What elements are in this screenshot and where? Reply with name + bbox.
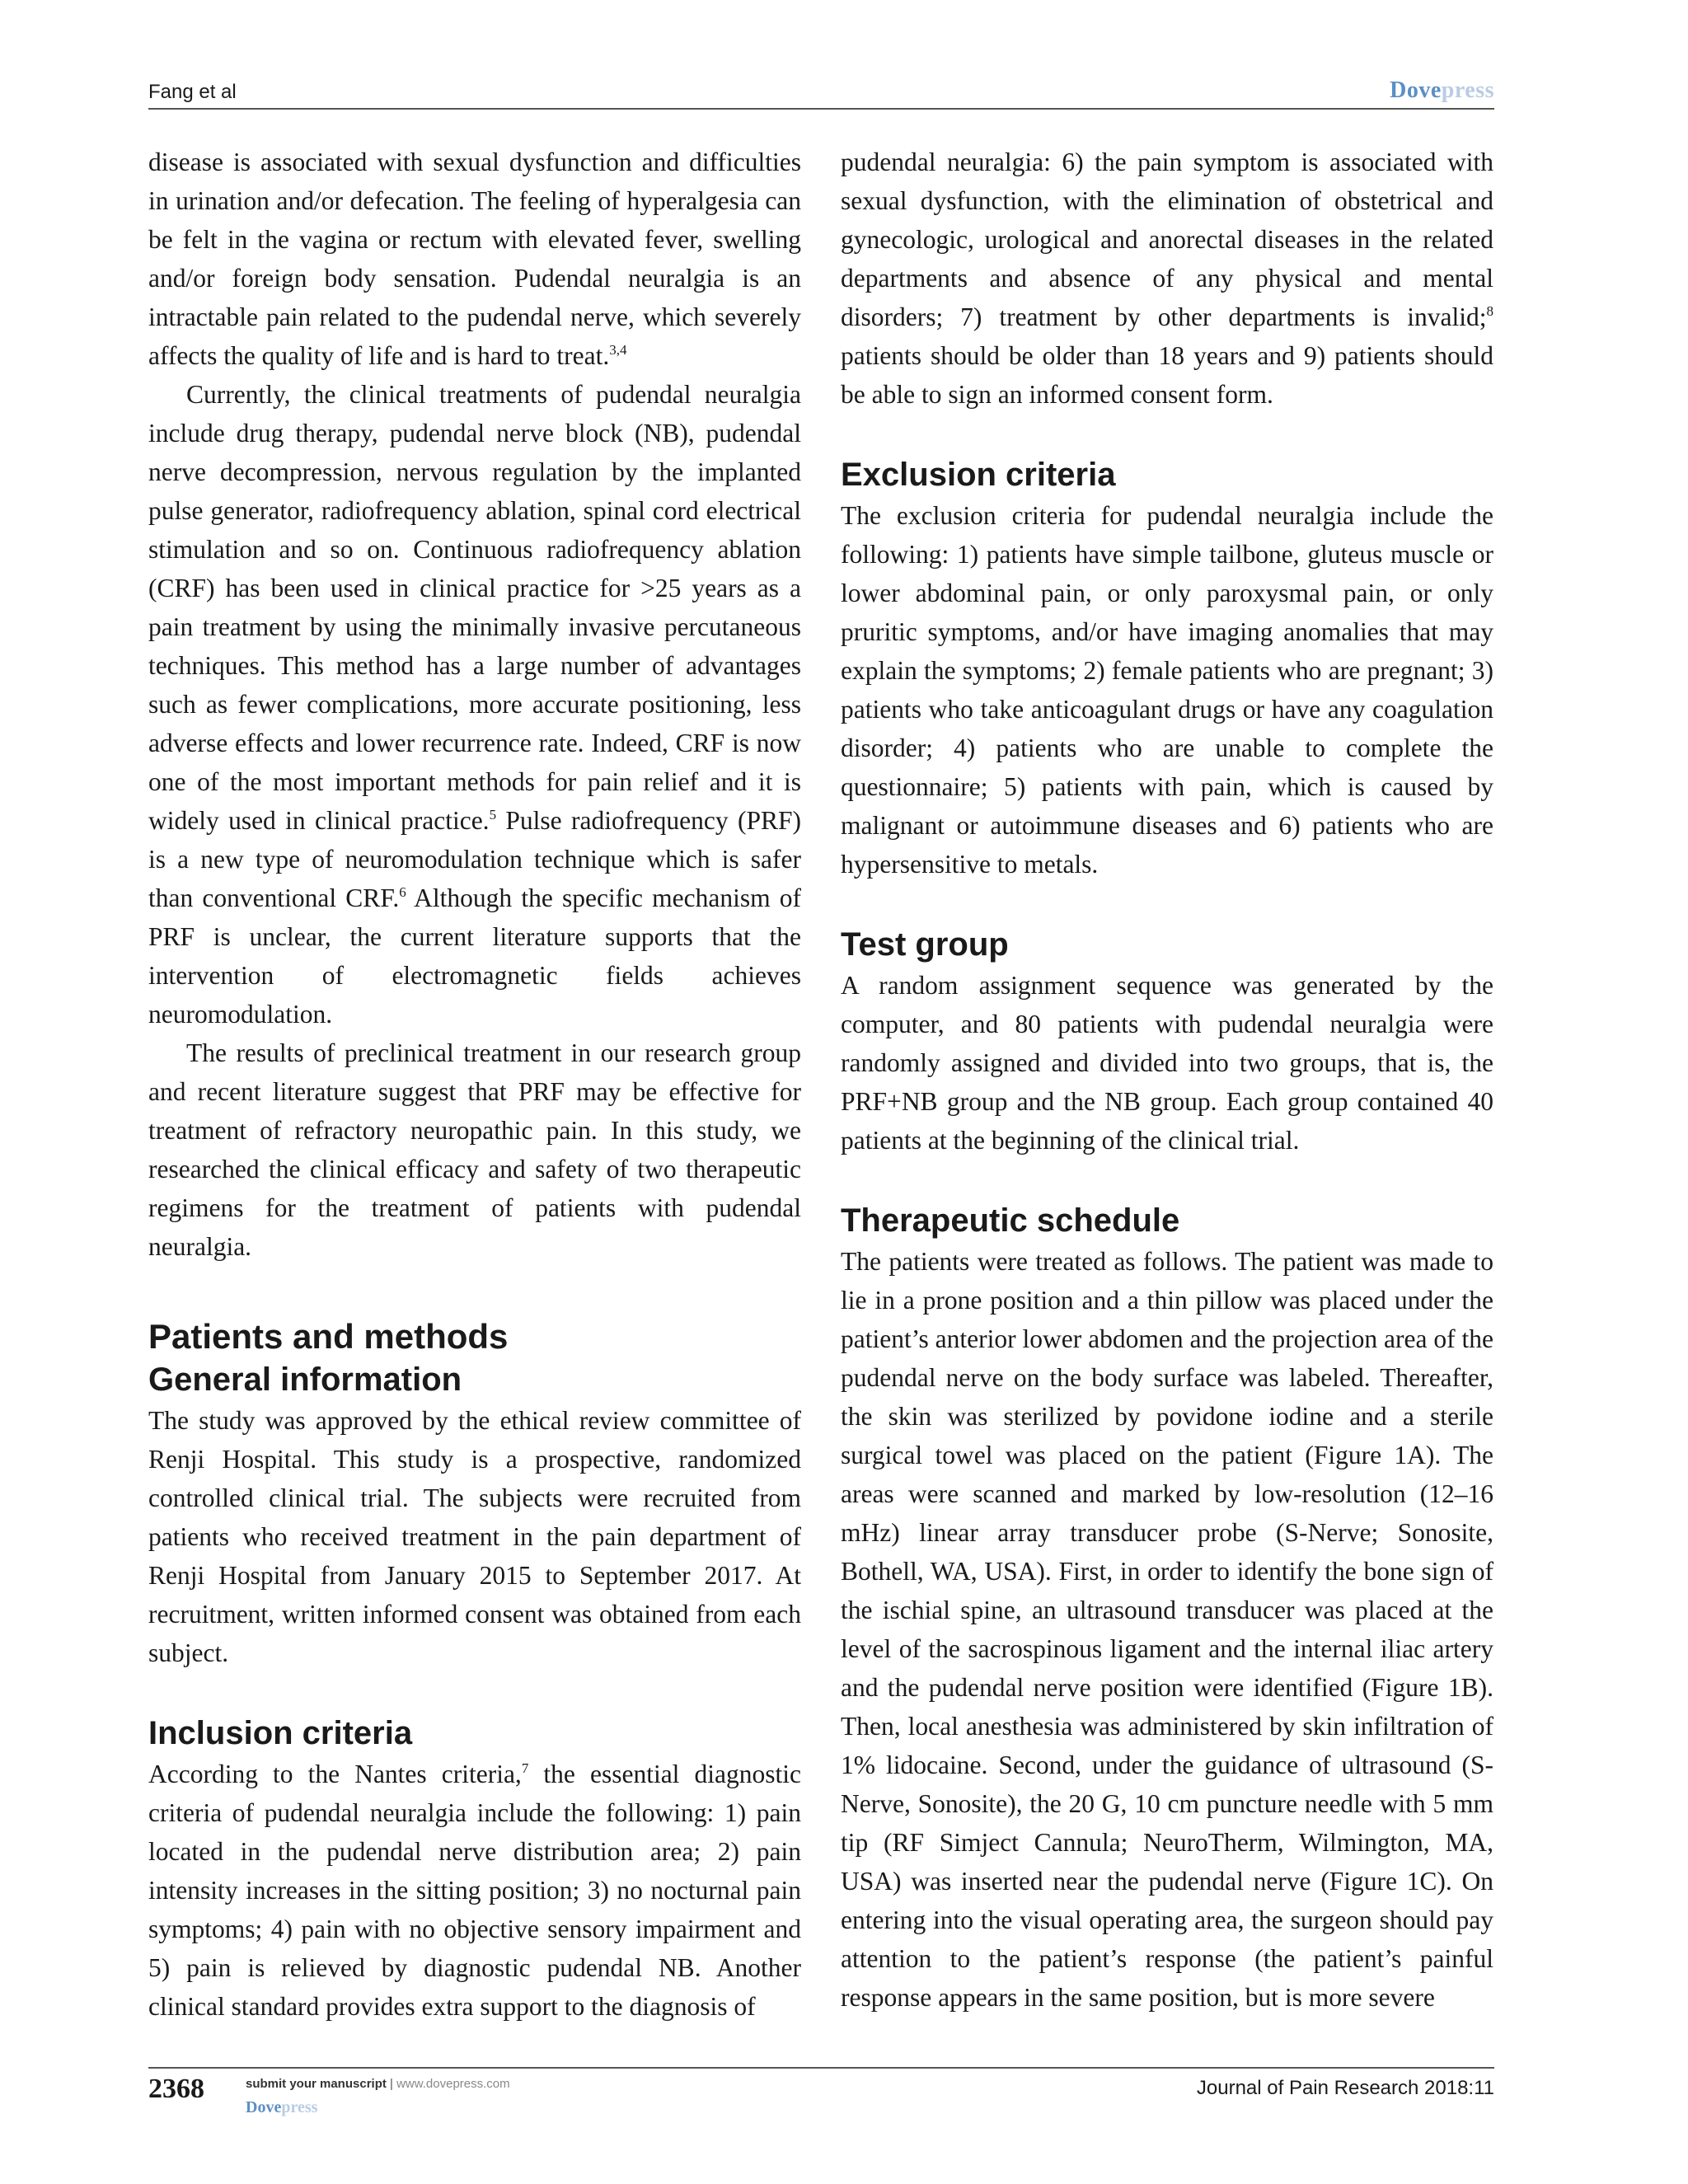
- citation-ref: 8: [1486, 303, 1493, 319]
- paragraph-inclusion-criteria: According to the Nantes criteria,$^7$ the essential diagnostic criteria of pudendal neuralgia include the following: 1) pain located in the pudendal nerve distribution area; 2) pain intensity increases in the sitting position; 3) no nocturnal pain symptoms; 4) pain with no objective sensory impairment and 5) pain is relieved by diagnostic pudendal NB. Another clinical standard provides extra support to the diagnosis of: [148, 1760, 801, 2021]
- subheading-general-information: General information: [148, 1361, 462, 1398]
- website-link[interactable]: www.dovepress.com: [396, 2077, 510, 2091]
- subheading-exclusion-criteria: Exclusion criteria: [841, 457, 1116, 493]
- footer-rule: [148, 2067, 1494, 2069]
- left-column: [148, 143, 801, 2026]
- right-column: [841, 143, 1493, 2017]
- citation-ref: 7: [521, 1760, 529, 1776]
- logo-dove-text: Dove: [1390, 77, 1442, 103]
- paragraph-test-group: A random assignment sequence was generated by the computer, and 80 patients with pudendal neuralgia were randomly assigned and divided into two groups, that is, the PRF+NB group and the NB group. Each group contained 40 patients at the beginning of the clinical trial.: [841, 971, 1493, 1155]
- paragraph-clinical-treatments: Currently, the clinical treatments of pudendal neuralgia include drug therapy, pudendal nerve block (NB), pudendal nerve decompression, nervous regulation by the implanted pulse generator, radiofrequency ablation, spinal cord electrical stimulation and so on. Continuous radiofrequency ablation (CRF) has been used in clinical practice for >25 years as a pain treatment by using the minimally invasive percutaneous techniques. This method has a large number of advantages such as fewer complications, more accurate positioning, less adverse effects and lower recurrence rate. Indeed, CRF is now one of the most important methods for pain relief and it is widely used in clinical practice.$^5$ Pulse radiofrequency (PRF) is a new type of neuromodulation technique which is safer than conventional CRF.$^6$ Although the specific mechanism of PRF is unclear, the current literature supports that the intervention of electromagnetic fields achieves neuromodulation.: [148, 380, 802, 1029]
- subheading-therapeutic-schedule: Therapeutic schedule: [841, 1202, 1180, 1239]
- journal-citation: Journal of Pain Research 2018:11: [1196, 2077, 1494, 2099]
- paragraph-study-aim: The results of preclinical treatment in our research group and recent literature suggest that PRF may be effective for treatment of refractory neuropathic pain. In this study, we researched the clinical efficacy and safety of two therapeutic regimens for the treatment of patients with pudendal neuralgia.: [148, 1038, 801, 1261]
- citation-ref: 3,4: [609, 342, 627, 358]
- subheading-test-group: Test group: [841, 926, 1009, 963]
- running-header-author: Fang et al: [148, 81, 237, 103]
- header-rule: [148, 108, 1494, 110]
- subheading-inclusion-criteria: Inclusion criteria: [148, 1715, 413, 1751]
- section-heading-patients-methods: Patients and methods: [148, 1317, 509, 1356]
- submit-manuscript-link[interactable]: submit your manuscript: [246, 2077, 387, 2091]
- citation-ref: 6: [399, 884, 406, 900]
- paragraph-exclusion-criteria: The exclusion criteria for pudendal neuralgia include the following: 1) patients have simple tailbone, gluteus muscle or lower abdominal pain, or only paroxysmal pain, or only pruritic symptoms, and/or have imaging anomalies that may explain the symptoms; 2) female patients who are pregnant; 3) patients who take anticoagulant drugs or have any coagulation disorder; 4) patients who are unable to complete the questionnaire; 5) patients with pain, which is caused by malignant or autoimmune diseases and 6) patients who are hypersensitive to metals.: [841, 501, 1493, 879]
- footer-publisher-logo: Dovepress: [246, 2098, 318, 2116]
- paragraph-intro-continued: disease is associated with sexual dysfunction and difficulties in urination and/or defecation. The feeling of hyperalgesia can be felt in the vagina or rectum with elevated fever, swelling and/or foreign body sensation. Pudendal neuralgia is an intractable pain related to the pudendal nerve, which severely affects the quality of life and is hard to treat.$^{3,4}$: [148, 148, 801, 370]
- publisher-logo: [1390, 77, 1494, 104]
- paragraph-therapeutic-schedule: The patients were treated as follows. The patient was made to lie in a prone position and a thin pillow was placed under the patient’s anterior lower abdomen and the projection area of the pudendal nerve on the body surface was labeled. Thereafter, the skin was sterilized by povidone iodine and a sterile surgical towel was placed on the patient (Figure 1A). The areas were scanned and marked by low-resolution (12–16 mHz) linear array transducer probe (S-Nerve; Sonosite, Bothell, WA, USA). First, in order to identify the bone sign of the ischial spine, an ultrasound transducer was placed at the level of the sacrospinous ligament and the internal iliac artery and the pudendal nerve position were identified (Figure 1B). Then, local anesthesia was administered by skin infiltration of 1% lidocaine. Second, under the guidance of ultrasound (S-Nerve, Sonosite), the 20 G, 10 cm puncture needle with 5 mm tip (RF Simject Cannula; NeuroTherm, Wilmington, MA, USA) was inserted near the pudendal nerve (Figure 1C). On entering into the visual operating area, the surgeon should pay attention to the patient’s response (the patient’s painful response appears in the same position, but is more severe: [841, 1247, 1493, 2012]
- submit-manuscript-line: submit your manuscript | www.dovepress.com: [246, 2077, 510, 2091]
- page-number: 2368: [148, 2074, 204, 2104]
- paragraph-inclusion-continued: pudendal neuralgia: 6) the pain symptom is associated with sexual dysfunction, with the elimination of obstetrical and gynecologic, urological and anorectal diseases in the related departments and absence of any physical and mental disorders; 7) treatment by other departments is invalid;$^8$ patients should be older than 18 years and 9) patients should be able to sign an informed consent form.: [841, 148, 1493, 409]
- paragraph-general-information: The study was approved by the ethical review committee of Renji Hospital. This study is a prospective, randomized controlled clinical trial. The subjects were recruited from patients who received treatment in the pain department of Renji Hospital from January 2015 to September 2017. At recruitment, written informed consent was obtained from each subject.: [148, 1406, 801, 1667]
- logo-press-text: press: [1441, 77, 1494, 103]
- citation-ref: 5: [489, 807, 497, 823]
